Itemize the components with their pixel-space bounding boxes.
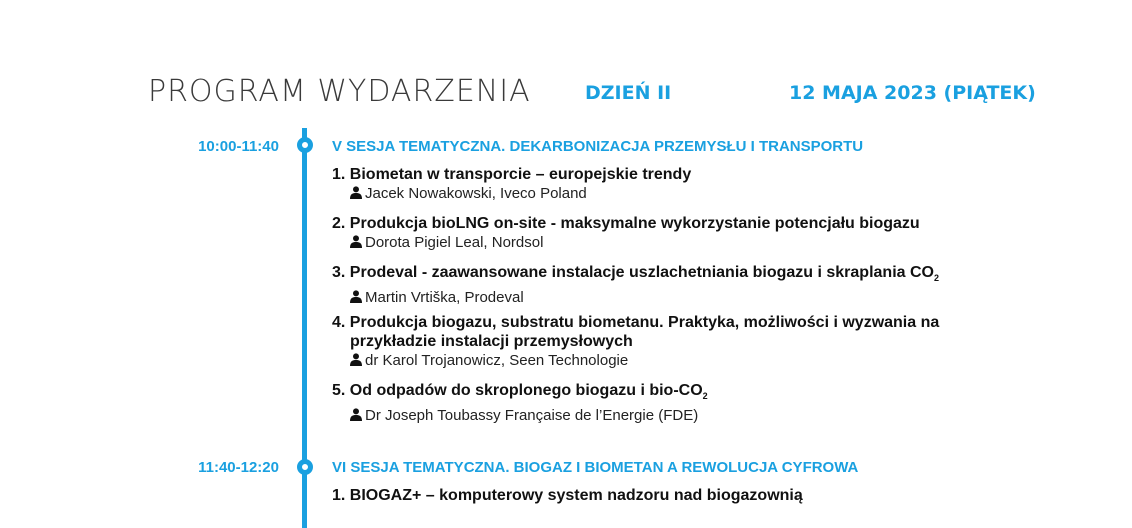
session-time: 11:40-12:20 [198, 459, 279, 476]
event-date: 12 MAJA 2023 (PIĄTEK) [789, 82, 1036, 104]
agenda-item-title: 1. Biometan w transporcie – europejskie trendy [332, 166, 692, 183]
person-icon [350, 353, 362, 366]
agenda-item-title: 1. BIOGAZ+ – komputerowy system nadzoru nad biogazownią [332, 487, 803, 504]
agenda-item [332, 214, 920, 252]
timeline-dot [297, 459, 313, 475]
agenda-item [332, 381, 708, 425]
person-icon [350, 235, 362, 248]
speaker-name: Dorota Pigiel Leal, Nordsol [365, 234, 544, 251]
page-title: PROGRAM WYDARZENIA [148, 74, 531, 109]
person-icon [350, 290, 362, 303]
speaker-name: Dr Joseph Toubassy Française de l’Energie (FDE) [365, 407, 699, 425]
session-title: V SESJA TEMATYCZNA. DEKARBONIZACJA PRZEMYSŁU I TRANSPORTU [332, 138, 864, 155]
agenda-item [332, 313, 939, 370]
speaker-name: Jacek Nowakowski, Iveco Poland [365, 185, 587, 202]
person-icon [350, 186, 362, 199]
agenda-item-speaker [332, 351, 939, 370]
agenda-item-title: 2. Produkcja bioLNG on-site - maksymalne wykorzystanie potencjału biogazu [332, 215, 920, 232]
session-time: 10:00-11:40 [198, 138, 279, 155]
agenda-item [332, 165, 691, 203]
agenda-item-speaker [332, 184, 691, 203]
agenda-item [332, 486, 803, 505]
agenda-item-title: 5. Od odpadów do skroplonego biogazu i bio-$CO_2$ [332, 382, 708, 402]
person-icon [350, 408, 362, 421]
agenda-item-speaker [332, 406, 708, 425]
agenda-item-title: 4. Produkcja biogazu, substratu biometanu. Praktyka, możliwości i wyzwania na przykładzie instalacji przemysłowych [332, 314, 940, 350]
agenda-item-title: 3. Prodeval - zaawansowane instalacje uszlachetniania biogazu i skraplania $CO_2$ [332, 264, 939, 284]
timeline-dot [297, 137, 313, 153]
speaker-name: dr Karol Trojanowicz, Seen Technologie [365, 352, 629, 369]
agenda-item-speaker [332, 233, 920, 252]
speaker-name: Martin Vrtiška, Prodeval [365, 289, 524, 307]
session-title: VI SESJA TEMATYCZNA. BIOGAZ I BIOMETAN A REWOLUCJA CYFROWA [332, 459, 859, 476]
day-label: DZIEŃ II [585, 82, 672, 104]
agenda-item-speaker [332, 288, 939, 307]
agenda-item [332, 263, 939, 307]
